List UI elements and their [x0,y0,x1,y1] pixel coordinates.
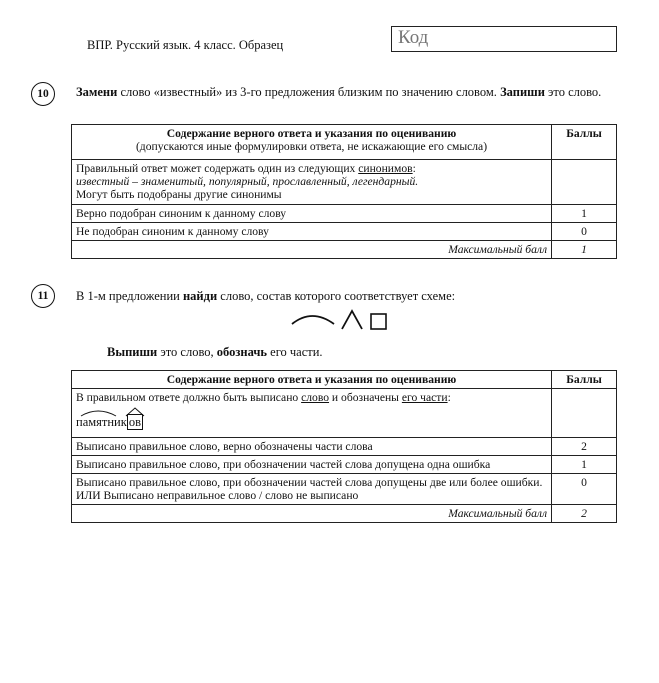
rubric-header-main: Содержание верного ответа и указания по оцениванию [166,127,457,140]
max-score-value: 2 [552,505,617,523]
task11-instruction-mid: это слово, [157,345,217,359]
answer-colon: : [447,391,451,404]
code-field[interactable] [391,26,617,52]
ending-symbol [371,314,386,329]
points-header: Баллы [552,125,617,160]
rubric-header-main: Содержание верного ответа и указания по оцениванию [72,371,552,389]
max-score-row [72,241,617,259]
table-row [72,160,617,205]
criterion-text-errors: Выписано правильное слово, при обозначении частей слова допущены две или более ошибки. [76,476,543,489]
example-word-analysis [76,416,547,434]
task11-instruction [107,345,323,360]
morpheme-marks [78,406,168,418]
task-number-10: 10 [31,82,55,106]
page-header-title: ВПР. Русский язык. 4 класс. Образец [87,38,284,52]
table-header-row [72,125,617,160]
synonyms-word: синонимов [358,162,413,175]
task11-instruction-end: его части. [267,345,323,359]
task10-verb-replace: Замени [76,85,118,99]
empty-points-cell [552,389,617,438]
max-score-label: Максимальный балл [72,505,552,523]
suffix-symbol [342,311,362,329]
points-cell: 1 [552,456,617,474]
table-header-row [72,371,617,389]
table-row [72,389,617,438]
answer-description-cell [72,389,552,438]
task11-rubric-table [71,370,617,523]
table-row [72,474,617,505]
root-arc [81,411,116,416]
criterion-cell: Верно подобран синоним к данному слову [72,205,552,223]
criterion-cell [72,474,552,505]
table-row [72,223,617,241]
task10-rubric-table [71,124,617,259]
example-word-stem: памятник [76,415,127,429]
max-score-value: 1 [552,241,617,259]
criterion-cell: Выписано правильное слово, верно обозначены части слова [72,438,552,456]
points-cell: 0 [552,223,617,241]
word-structure-schema [290,306,400,332]
task11-verb-write: Выпиши [107,345,158,359]
points-header: Баллы [552,371,617,389]
rubric-header-sub: (допускаются иные формулировки ответа, не искажающие его смысла) [135,140,488,153]
max-score-label: Максимальный балл [72,241,552,259]
answer-line1: Правильный ответ может содержать один из следующих [76,162,359,175]
task11-text-pre: В 1-м предложении [76,289,183,303]
answer-text-mid: и обозначены [329,391,402,404]
answer-underlined-parts: его части [401,391,448,404]
points-cell: 1 [552,205,617,223]
table-row [72,205,617,223]
task10-question [76,85,616,100]
rubric-header-cell [72,125,552,160]
criterion-cell: Не подобран синоним к данному слову [72,223,552,241]
points-cell: 0 [552,474,617,505]
criterion-cell: Выписано правильное слово, при обозначении частей слова допущена одна ошибка [72,456,552,474]
root-symbol [292,316,334,324]
task11-text-post: слово, состав которого соответствует схеме: [217,289,456,303]
task11-verb-mark: обозначь [216,345,268,359]
code-label: Код [398,27,429,48]
synonym-list: известный – знаменитый, популярный, прославленный, легендарный. [76,175,419,188]
example-word-ending: ов [128,415,141,429]
criterion-text-wrong-word: ИЛИ Выписано неправильное слово / слово не выписано [76,489,359,502]
task-number-11: 11 [31,284,55,308]
answer-text-pre: В правильном ответе должно быть выписано [76,391,302,404]
task10-verb-write: Запиши [500,85,545,99]
task11-verb-find: найди [182,289,218,303]
task11-question [76,289,616,304]
answer-note: Могут быть подобраны другие синонимы [76,188,282,201]
answer-colon: : [412,162,416,175]
empty-points-cell [552,160,617,205]
points-cell: 2 [552,438,617,456]
max-score-row [72,505,617,523]
task10-text-part1: слово «известный» из 3-го предложения близким по значению словом. [117,85,501,99]
table-row [72,438,617,456]
task10-text-part2: это слово. [544,85,602,99]
answer-description-cell [72,160,552,205]
answer-underlined-word: слово [301,391,330,404]
suffix-caret [126,408,144,416]
table-row [72,456,617,474]
